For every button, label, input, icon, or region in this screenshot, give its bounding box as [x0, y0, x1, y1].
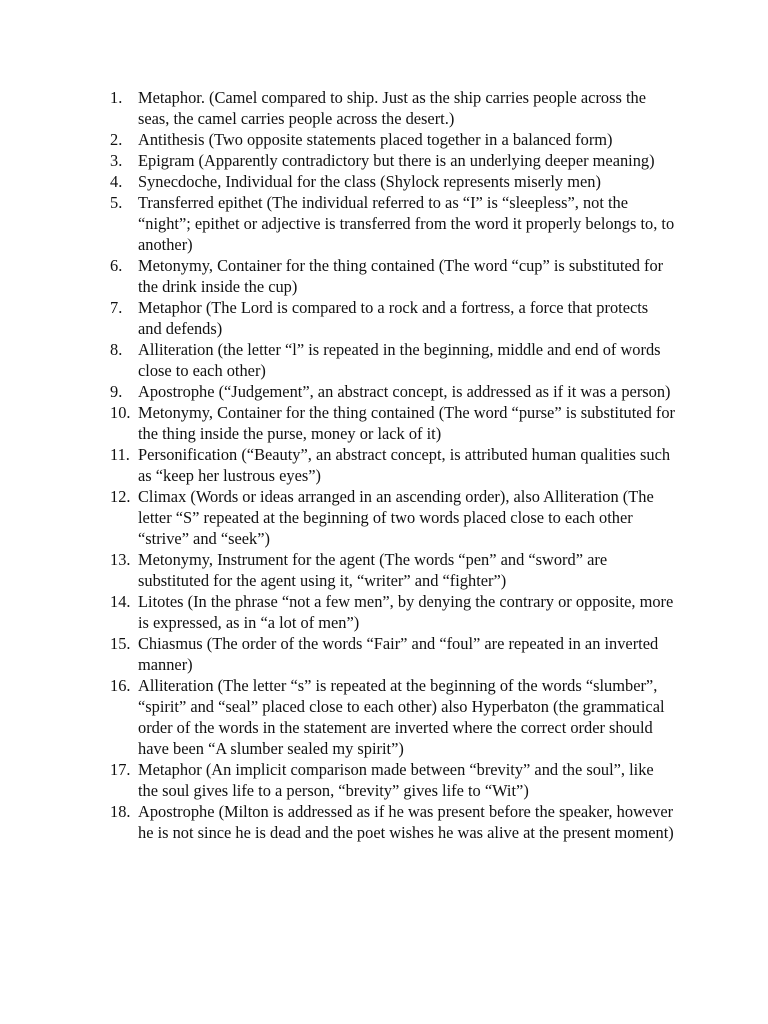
- item-number: 14.: [110, 592, 131, 611]
- list-item: [110, 171, 675, 192]
- list-item: [110, 339, 675, 381]
- item-number: 6.: [110, 256, 123, 275]
- item-text: Alliteration (the letter “l” is repeated in the beginning, middle and end of words close to each other): [138, 340, 661, 380]
- item-number: 16.: [110, 676, 131, 695]
- list-item: [110, 255, 675, 297]
- list-item: [110, 801, 675, 843]
- item-text: Apostrophe (“Judgement”, an abstract concept, is addressed as if it was a person): [138, 382, 671, 401]
- item-text: Chiasmus (The order of the words “Fair” and “foul” are repeated in an inverted manner): [138, 634, 659, 674]
- item-text: Climax (Words or ideas arranged in an ascending order), also Alliteration (The letter “S” repeated at the beginning of two words placed close to each other “strive” and “seek”): [138, 487, 654, 548]
- item-text: Metonymy, Container for the thing contained (The word “purse” is substituted for the thing inside the purse, money or lack of it): [138, 403, 675, 443]
- list-item: [110, 591, 675, 633]
- item-text: Apostrophe (Milton is addressed as if he was present before the speaker, however he is not since he is dead and the poet wishes he was alive at the present moment): [138, 802, 674, 842]
- answer-list: [110, 87, 675, 843]
- list-item: [110, 381, 675, 402]
- list-item: [110, 675, 675, 759]
- item-number: 18.: [110, 802, 131, 821]
- item-number: 15.: [110, 634, 131, 653]
- list-item: [110, 192, 675, 255]
- item-text: Personification (“Beauty”, an abstract concept, is attributed human qualities such as “keep her lustrous eyes”): [138, 445, 671, 485]
- list-item: [110, 759, 675, 801]
- list-item: [110, 297, 675, 339]
- item-text: Metaphor (The Lord is compared to a rock and a fortress, a force that protects and defends): [138, 298, 649, 338]
- list-item: [110, 633, 675, 675]
- item-number: 1.: [110, 88, 123, 107]
- item-text: Litotes (In the phrase “not a few men”, by denying the contrary or opposite, more is expressed, as in “a lot of men”): [138, 592, 674, 632]
- list-item: [110, 87, 675, 129]
- item-number: 11.: [110, 445, 130, 464]
- item-number: 2.: [110, 130, 123, 149]
- item-text: Alliteration (The letter “s” is repeated at the beginning of the words “slumber”, “spirit” and “seal” placed close to each other) also Hyperbaton (the grammatical order of the words in the statement are inverted where the correct order should have been “A slumber sealed my spirit”): [138, 676, 665, 758]
- item-number: 17.: [110, 760, 131, 779]
- item-text: Metaphor (An implicit comparison made between “brevity” and the soul”, like the soul gives life to a person, “brevity” gives life to “Wit”): [138, 760, 654, 800]
- item-text: Metonymy, Container for the thing contained (The word “cup” is substituted for the drink inside the cup): [138, 256, 664, 296]
- item-number: 5.: [110, 193, 123, 212]
- item-number: 7.: [110, 298, 123, 317]
- item-text: Epigram (Apparently contradictory but there is an underlying deeper meaning): [138, 151, 655, 170]
- list-item: [110, 444, 675, 486]
- item-number: 13.: [110, 550, 131, 569]
- list-item: [110, 129, 675, 150]
- list-item: [110, 549, 675, 591]
- list-item: [110, 486, 675, 549]
- item-text: Antithesis (Two opposite statements placed together in a balanced form): [138, 130, 613, 149]
- item-number: 3.: [110, 151, 123, 170]
- list-item: [110, 150, 675, 171]
- item-text: Transferred epithet (The individual referred to as “I” is “sleepless”, not the “night”; epithet or adjective is transferred from the word it properly belongs to, to another): [138, 193, 675, 254]
- list-item: [110, 402, 675, 444]
- item-number: 12.: [110, 487, 131, 506]
- item-number: 10.: [110, 403, 131, 422]
- item-number: 4.: [110, 172, 123, 191]
- item-number: 8.: [110, 340, 123, 359]
- item-text: Metaphor. (Camel compared to ship. Just as the ship carries people across the seas, the camel carries people across the desert.): [138, 88, 646, 128]
- item-text: Metonymy, Instrument for the agent (The words “pen” and “sword” are substituted for the agent using it, “writer” and “fighter”): [138, 550, 608, 590]
- item-number: 9.: [110, 382, 123, 401]
- item-text: Synecdoche, Individual for the class (Shylock represents miserly men): [138, 172, 601, 191]
